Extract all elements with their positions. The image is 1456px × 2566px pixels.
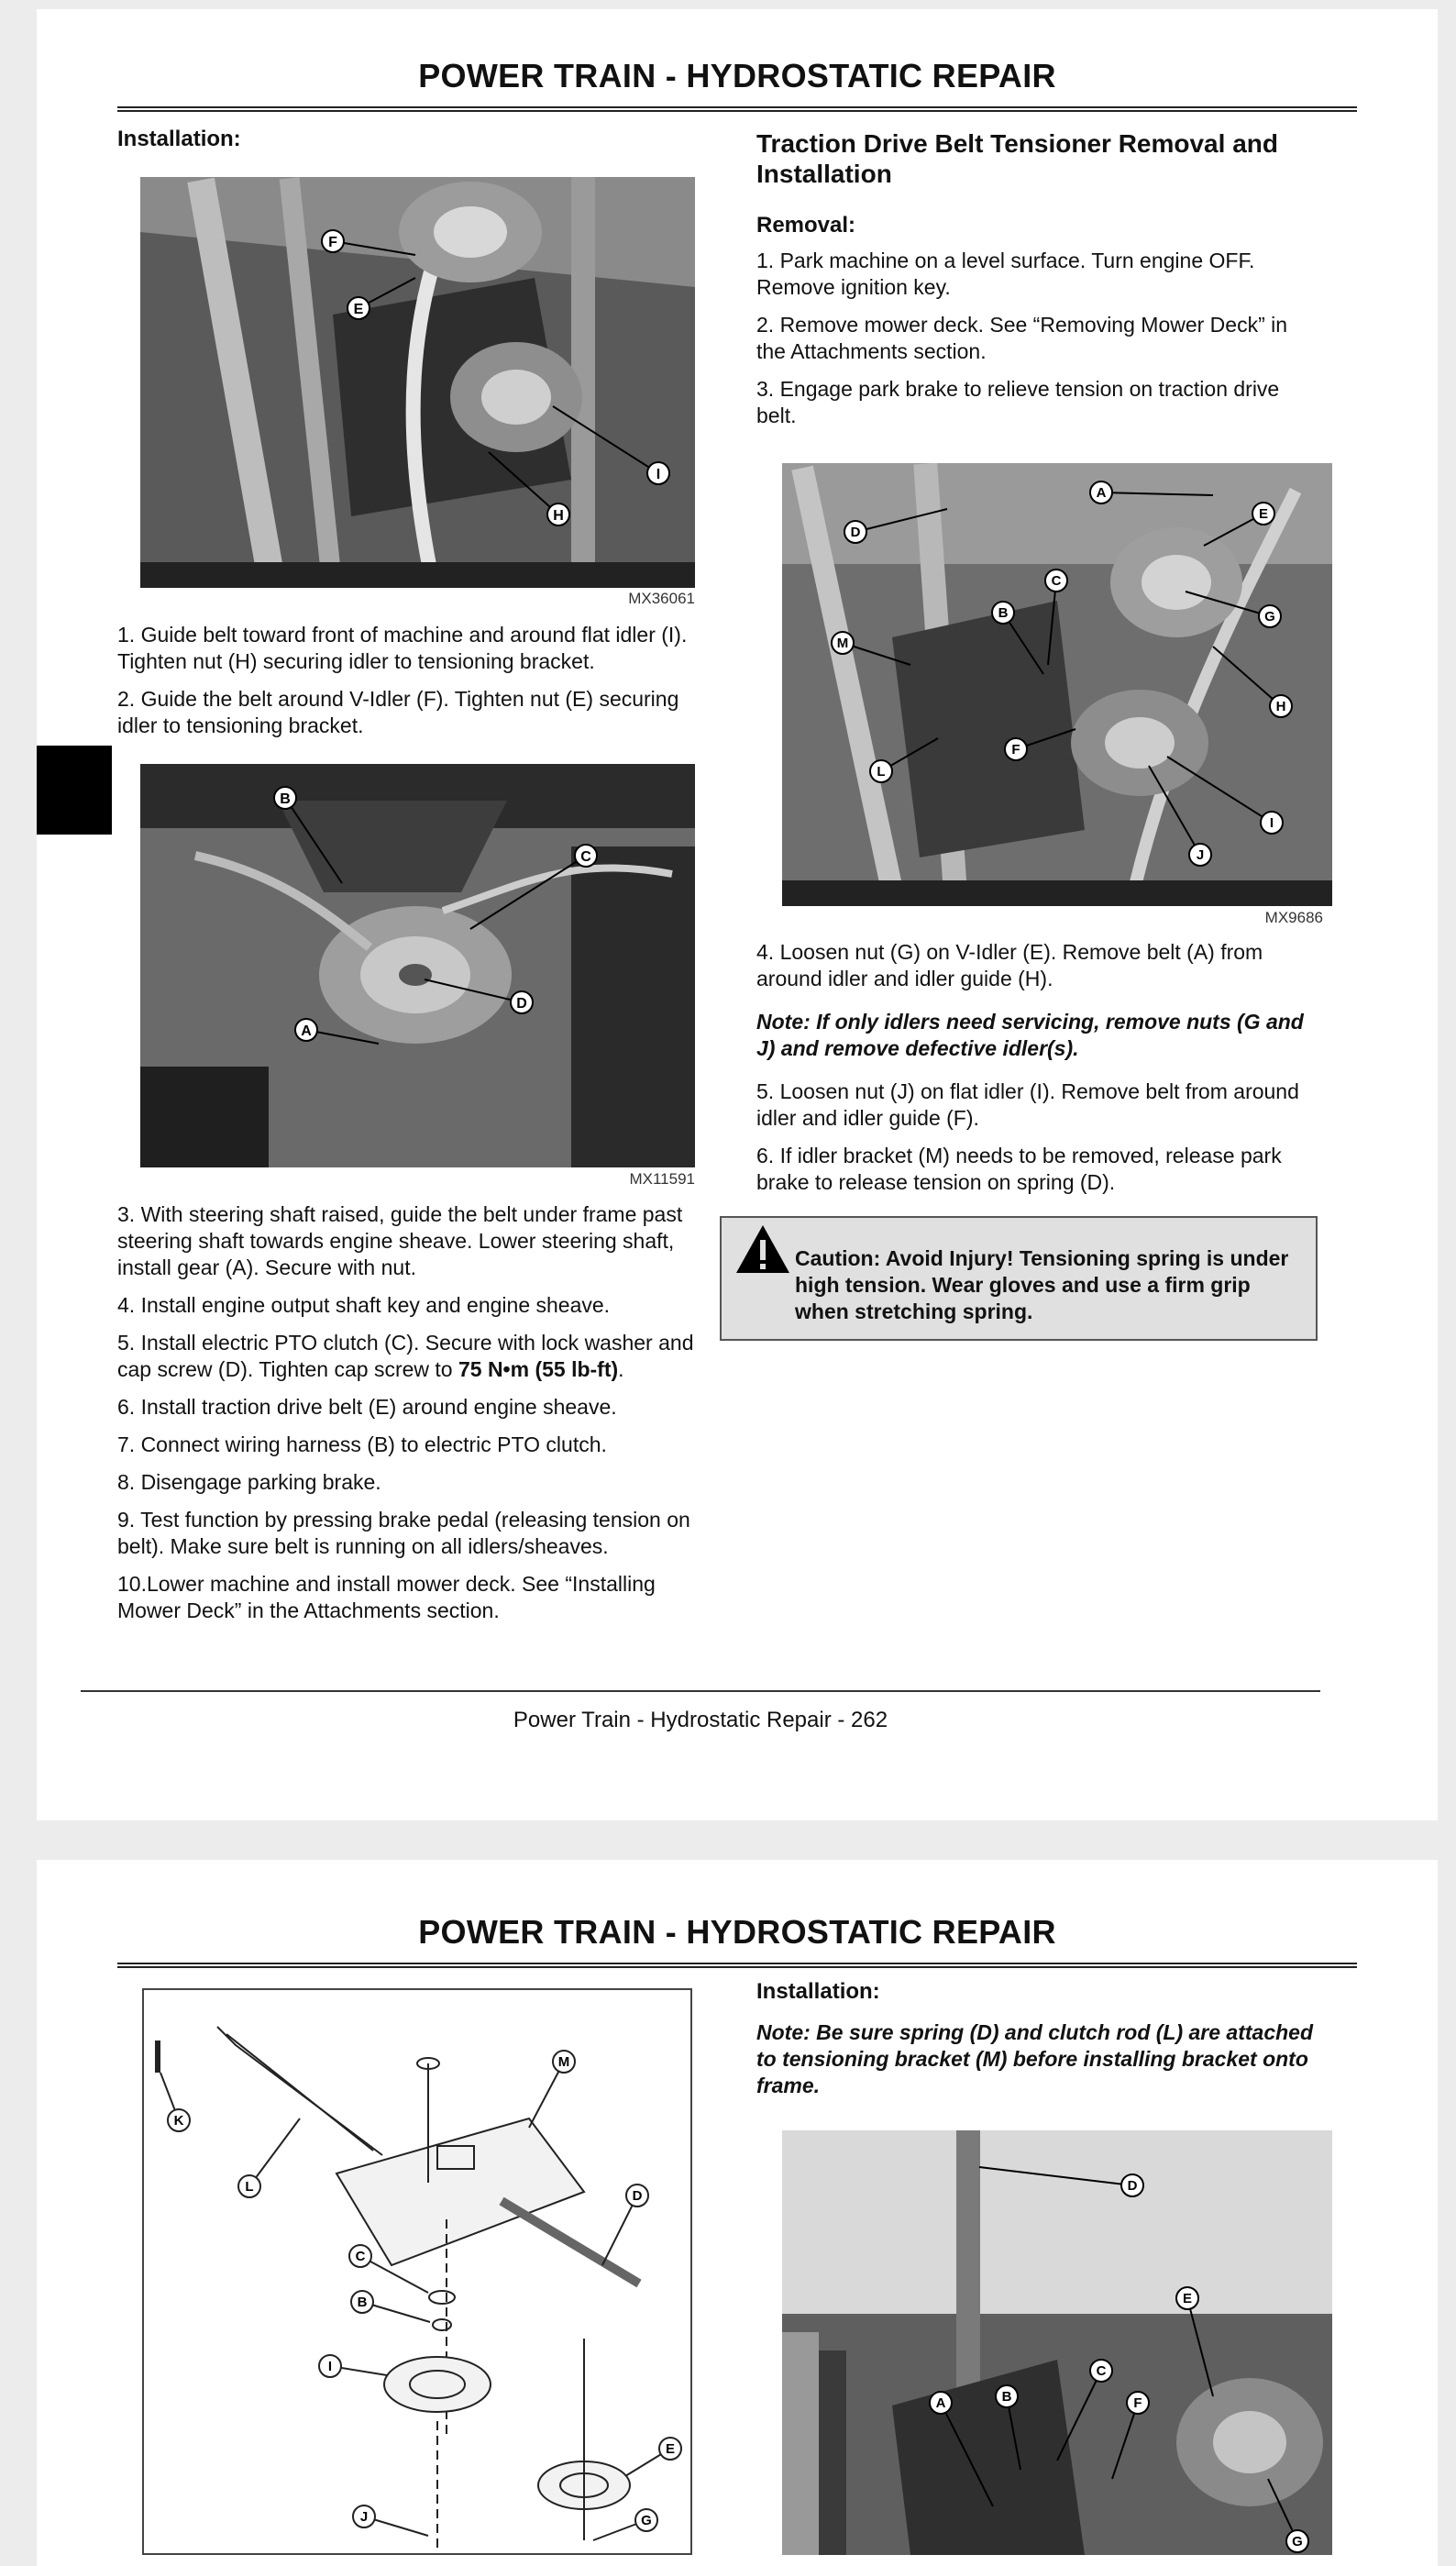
photo2-callout-G: G — [1292, 2534, 1303, 2549]
photo2-callout-D: D — [1127, 2178, 1138, 2194]
fig2-callout-C: C — [580, 849, 591, 865]
warning-icon — [734, 1223, 791, 1275]
left-step-5: 5. Install electric PTO clutch (C). Secure with lock washer and cap screw (D). Tighten cap screw to 75 N•m (55 lb-ft). — [117, 1331, 694, 1381]
fig3-caption: MX9686 — [1264, 909, 1323, 926]
fig1-callout-E: E — [353, 302, 364, 317]
exploded-callout-I: I — [327, 2359, 333, 2374]
left-step-2: 2. Guide the belt around V-Idler (F). Tighten nut (E) securing idler to tensioning bracket. — [117, 687, 679, 737]
fig3-callout-M: M — [836, 636, 849, 651]
exploded-callout-C: C — [355, 2249, 366, 2264]
installation-label: Installation: — [117, 127, 241, 151]
exploded-callout-J: J — [359, 2509, 369, 2525]
page2-right-column — [756, 1979, 1320, 2099]
fig2-callout-A: A — [301, 1023, 312, 1039]
caution-box — [720, 1216, 1318, 1341]
right-step-5: 5. Loosen nut (J) on flat idler (I). Remove belt from around idler and idler guide (F). — [756, 1079, 1299, 1130]
torque-value: 75 N•m (55 lb-ft) — [458, 1357, 619, 1381]
page2-installation-label: Installation: — [756, 1979, 880, 2004]
fig3-callout-D: D — [850, 525, 861, 540]
fig3-callout-H: H — [1275, 699, 1286, 714]
fig1-callout-I: I — [656, 467, 661, 482]
left-step-9: 9. Test function by pressing brake pedal (releasing tension on belt). Make sure belt is running on all idlers/sheaves. — [117, 1508, 690, 1558]
exploded-callout-E: E — [665, 2441, 676, 2457]
fig1-callout-F: F — [328, 235, 337, 250]
fig3-callout-C: C — [1051, 573, 1062, 589]
fig1-callout-H: H — [553, 508, 564, 524]
right-column — [756, 128, 1320, 429]
fig2-callout-B: B — [280, 791, 291, 807]
page-header: POWER TRAIN - HYDROSTATIC REPAIR — [418, 57, 1056, 94]
right-step-3: 3. Engage park brake to relieve tension on traction drive belt. — [756, 377, 1280, 427]
exploded-callout-G: G — [641, 2513, 652, 2528]
fig1-caption: MX36061 — [628, 590, 695, 607]
exploded-view-tensioner-bracket — [142, 1988, 692, 2555]
right-step-2: 2. Remove mower deck. See “Removing Mower Deck” in the Attachments section. — [756, 313, 1288, 363]
photo2-callout-A: A — [935, 2395, 946, 2411]
page-footer: Power Train - Hydrostatic Repair - 262 — [513, 1708, 888, 1732]
exploded-callout-D: D — [632, 2188, 643, 2204]
removal-label: Removal: — [756, 213, 856, 238]
exploded-callout-K: K — [173, 2113, 184, 2129]
exploded-callout-L: L — [245, 2179, 254, 2195]
photo2-callout-F: F — [1133, 2395, 1142, 2411]
right-step-6: 6. If idler bracket (M) needs to be removed, release park brake to release tension on spring (D). — [756, 1144, 1282, 1194]
fig3-callout-G: G — [1264, 609, 1275, 625]
photo-tensioner-installed — [782, 2130, 1332, 2555]
left-steps-a — [117, 622, 713, 739]
section-tab-marker — [37, 746, 112, 835]
section-title: Traction Drive Belt Tensioner Removal and Installation — [756, 129, 1278, 188]
idler-service-note: Note: If only idlers need servicing, remove nuts (G and J) and remove defective idler(s). — [756, 1010, 1304, 1060]
left-step-8: 8. Disengage parking brake. — [117, 1470, 381, 1494]
page2-header: POWER TRAIN - HYDROSTATIC REPAIR — [418, 1913, 1056, 1951]
exploded-callout-B: B — [357, 2295, 368, 2310]
photo-pto-clutch — [140, 764, 695, 1167]
photo2-callout-B: B — [1001, 2389, 1012, 2405]
left-step-3: 3. With steering shaft raised, guide the belt under frame past steering shaft towards engine sheave. Lower steering shaft, install gear (A). Secure with nut. — [117, 1202, 683, 1279]
fig2-caption: MX11591 — [629, 1170, 695, 1188]
left-step-7: 7. Connect wiring harness (B) to electric PTO clutch. — [117, 1432, 607, 1456]
left-steps-b — [117, 1201, 713, 1624]
page2-note: Note: Be sure spring (D) and clutch rod (L) are attached to tensioning bracket (M) before installing bracket onto frame. — [756, 2020, 1314, 2097]
footer-rule — [81, 1690, 1320, 1692]
photo2-callout-E: E — [1182, 2291, 1193, 2306]
right-step-1: 1. Park machine on a level surface. Turn engine OFF. Remove ignition key. — [756, 249, 1255, 299]
left-step-10: 10.Lower machine and install mower deck. See “Installing Mower Deck” in the Attachments section. — [117, 1572, 656, 1622]
fig3-callout-J: J — [1196, 847, 1205, 863]
caution-text: Caution: Avoid Injury! Tensioning spring is under high tension. Wear gloves and use a firm grip when stretching spring. — [795, 1246, 1289, 1323]
fig3-callout-E: E — [1258, 506, 1269, 522]
fig2-callout-D: D — [516, 996, 527, 1012]
page2-header-rule — [117, 1963, 1357, 1968]
right-steps-b — [756, 939, 1320, 1196]
left-column — [117, 127, 713, 152]
fig3-callout-F: F — [1011, 742, 1020, 758]
left-step-4: 4. Install engine output shaft key and engine sheave. — [117, 1293, 611, 1317]
fig3-callout-I: I — [1269, 815, 1274, 831]
left-step-6: 6. Install traction drive belt (E) around engine sheave. — [117, 1395, 617, 1419]
right-step-4: 4. Loosen nut (G) on V-Idler (E). Remove belt (A) from around idler and idler guide (H). — [756, 940, 1263, 990]
fig3-callout-L: L — [877, 764, 886, 780]
fig3-callout-A: A — [1096, 485, 1107, 501]
fig3-callout-B: B — [998, 605, 1009, 621]
photo2-callout-C: C — [1096, 2363, 1107, 2379]
header-rule — [117, 106, 1357, 112]
photo-tensioner-assembly — [782, 463, 1332, 906]
left-step-1: 1. Guide belt toward front of machine and around flat idler (I). Tighten nut (H) securing idler to tensioning bracket. — [117, 623, 688, 673]
photo-belt-idlers — [140, 177, 695, 588]
exploded-callout-M: M — [557, 2054, 570, 2070]
